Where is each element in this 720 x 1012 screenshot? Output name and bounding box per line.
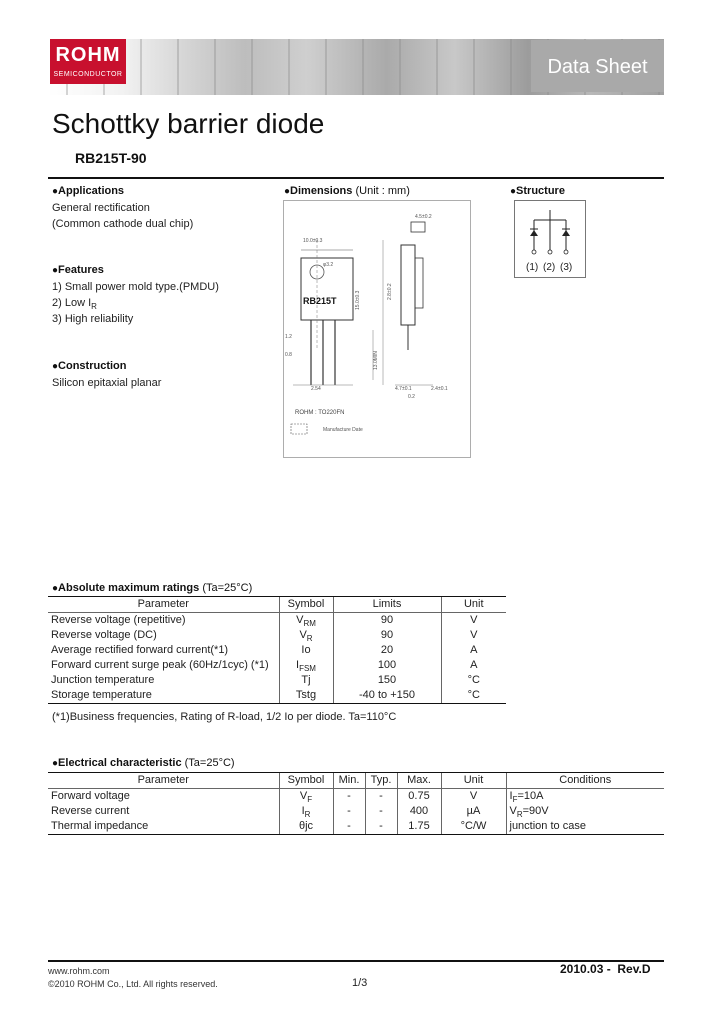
- min-cell: -: [333, 804, 365, 819]
- limit-cell: 150: [333, 673, 441, 688]
- column-header: Unit: [441, 597, 506, 613]
- param-cell: Reverse voltage (repetitive): [51, 614, 186, 626]
- page-number: 1/3: [352, 977, 368, 989]
- unit-cell: A: [441, 643, 506, 658]
- table-row: [48, 628, 506, 643]
- symbol-cell: $V_R$: [279, 628, 333, 643]
- features-line: 2) Low $I_R$: [52, 297, 97, 312]
- pin-label: (1): [526, 262, 539, 273]
- construction-text: Silicon epitaxial planar: [52, 377, 162, 389]
- column-header: Symbol: [279, 597, 333, 613]
- unit-cell: A: [441, 658, 506, 673]
- features-line: 3) High reliability: [52, 313, 134, 325]
- symbol-cell: $I_{FSM}$: [279, 658, 333, 673]
- param-cell: Average rectified forward current(*1): [51, 644, 229, 656]
- max-cell: 400: [397, 804, 441, 819]
- typ-cell: -: [365, 819, 397, 835]
- elec-heading: ●Electrical characteristic (Ta=25°C): [52, 757, 235, 769]
- elec-table: [48, 772, 664, 835]
- symbol-cell: Tstg: [279, 688, 333, 704]
- rohm-logo-subtext: SEMICONDUCTOR: [53, 71, 123, 78]
- table-row: [48, 804, 664, 819]
- table-row: [48, 673, 506, 688]
- param-cell: Storage temperature: [48, 688, 279, 704]
- table-header-row: [48, 597, 506, 613]
- param-cell: Forward voltage: [51, 790, 130, 802]
- limit-cell: 100: [333, 658, 441, 673]
- max-cell: 0.75: [397, 789, 441, 805]
- unit-cell: V: [441, 628, 506, 643]
- unit-cell: °C: [441, 673, 506, 688]
- column-header: Typ.: [365, 773, 397, 789]
- symbol-cell: $V_F$: [279, 789, 333, 805]
- param-cell: Forward current surge peak (60Hz/1cyc) (*1): [51, 659, 269, 671]
- limit-cell: 90: [333, 613, 441, 629]
- table-row: [48, 613, 506, 629]
- revision-label: 2010.03 - Rev.D: [560, 962, 651, 976]
- dim-label: 0.8: [285, 352, 292, 358]
- features-line: 1) Small power mold type.(PMDU): [52, 281, 219, 293]
- column-header: Unit: [441, 773, 506, 789]
- table-row: [48, 789, 664, 805]
- symbol-cell: $I_R$: [279, 804, 333, 819]
- typ-cell: -: [365, 804, 397, 819]
- features-text: [52, 279, 219, 327]
- symbol-cell: Tj: [279, 673, 333, 688]
- unit-cell: °C: [441, 688, 506, 704]
- table-row: [48, 688, 506, 704]
- abs-max-note: (*1)Business frequencies, Rating of R-load, 1/2 Io per diode. Ta=110°C: [52, 711, 397, 723]
- part-number: RB215T-90: [75, 150, 147, 166]
- abs-max-heading: ●Absolute maximum ratings (Ta=25°C): [52, 582, 253, 594]
- param-cell: Reverse voltage (DC): [51, 629, 157, 641]
- symbol-cell: θjc: [279, 819, 333, 835]
- conditions-cell: $I_F=10A$: [506, 789, 664, 805]
- rohm-logo-text: ROHM: [55, 44, 121, 66]
- min-cell: -: [333, 819, 365, 835]
- unit-cell: V: [441, 789, 506, 805]
- dim-label: 10.0±0.3: [303, 238, 323, 244]
- footer-url[interactable]: www.rohm.com: [48, 966, 110, 976]
- dimensions-heading: ●Dimensions (Unit : mm): [284, 185, 410, 197]
- conditions-cell: $V_R=90V$: [506, 804, 664, 819]
- dim-label: 13.0MIN: [373, 351, 379, 370]
- column-header: Parameter: [48, 597, 279, 613]
- pin-label: (2): [543, 262, 556, 273]
- param-cell: Junction temperature: [51, 674, 155, 686]
- features-heading: ●Features: [52, 264, 104, 276]
- dim-label: 2.8±0.2: [387, 283, 393, 300]
- column-header: Min.: [333, 773, 365, 789]
- symbol-cell: $V_{RM}$: [279, 613, 333, 629]
- footer-copyright: ©2010 ROHM Co., Ltd. All rights reserved.: [48, 979, 218, 989]
- data-sheet-label: Data Sheet: [547, 56, 648, 78]
- column-header: Parameter: [48, 773, 279, 789]
- limit-cell: -40 to +150: [333, 688, 441, 704]
- dim-label: 2.4±0.1: [431, 386, 448, 392]
- title-rule: [48, 177, 664, 179]
- column-header: Conditions: [506, 773, 664, 789]
- column-header: Symbol: [279, 773, 333, 789]
- abs-max-table: [48, 596, 506, 704]
- conditions-cell: junction to case: [506, 819, 664, 835]
- page-title: Schottky barrier diode: [52, 108, 325, 139]
- unit-cell: µA: [441, 804, 506, 819]
- construction-heading: ●Construction: [52, 360, 127, 372]
- applications-heading: ●Applications: [52, 185, 125, 197]
- dim-label: 4.7±0.1: [395, 386, 412, 392]
- pin-label: (3): [560, 262, 573, 273]
- limit-cell: 90: [333, 628, 441, 643]
- manufacture-date-note: Manufacture Date: [323, 427, 363, 433]
- dim-label: 1.2: [285, 334, 292, 340]
- unit-cell: V: [441, 613, 506, 629]
- max-cell: 1.75: [397, 819, 441, 835]
- min-cell: -: [333, 789, 365, 805]
- column-header: Limits: [333, 597, 441, 613]
- package-caption: ROHM : TO220FN: [295, 410, 345, 416]
- applications-line: General rectification: [52, 202, 150, 214]
- unit-cell: °C/W: [441, 819, 506, 835]
- package-marking: RB215T: [303, 296, 337, 306]
- typ-cell: -: [365, 789, 397, 805]
- symbol-cell: Io: [279, 643, 333, 658]
- param-cell: Reverse current: [51, 805, 130, 817]
- dim-label: φ3.2: [323, 262, 334, 268]
- table-row: [48, 643, 506, 658]
- dim-label: 15.0±0.3: [355, 290, 361, 310]
- structure-diagram: [514, 200, 586, 278]
- table-row: [48, 819, 664, 835]
- dim-label: 2.54: [311, 386, 321, 392]
- table-header-row: [48, 773, 664, 789]
- applications-text: [52, 200, 193, 232]
- structure-heading: ●Structure: [510, 185, 565, 197]
- limit-cell: 20: [333, 643, 441, 658]
- applications-line: (Common cathode dual chip): [52, 218, 194, 230]
- dim-label: 4.5±0.2: [415, 214, 432, 220]
- dimensions-drawing: [283, 200, 471, 458]
- dim-label: 0.2: [408, 394, 415, 400]
- table-row: [48, 658, 506, 673]
- column-header: Max.: [397, 773, 441, 789]
- param-cell: Thermal impedance: [48, 819, 279, 835]
